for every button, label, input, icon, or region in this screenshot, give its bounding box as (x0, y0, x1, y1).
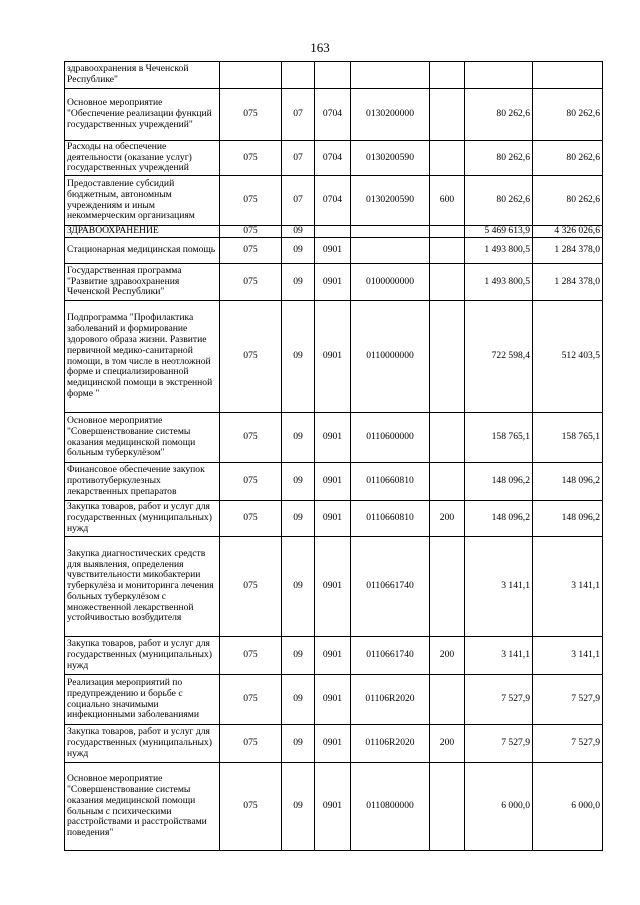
row-name: здравоохранения в Чеченской Республике" (65, 62, 220, 89)
row-target-article (351, 238, 430, 264)
row-subsection-code: 0901 (315, 675, 351, 725)
table-row (65, 763, 603, 851)
table-row (65, 176, 603, 226)
row-subsection-code: 0901 (315, 725, 351, 763)
table-row (65, 89, 603, 141)
row-amount-1: 80 262,6 (465, 89, 533, 141)
row-expense-type (430, 413, 465, 463)
row-section-code (282, 62, 315, 89)
table-row (65, 725, 603, 763)
row-section-code: 09 (282, 301, 315, 413)
row-section-code: 09 (282, 675, 315, 725)
row-target-article: 0130200000 (351, 89, 430, 141)
row-name: Стационарная медицинская помощь (65, 238, 220, 264)
row-amount-1: 3 141,1 (465, 537, 533, 637)
row-expense-type (430, 301, 465, 413)
row-grbs-code: 075 (220, 238, 282, 264)
row-grbs-code: 075 (220, 301, 282, 413)
row-section-code: 09 (282, 501, 315, 537)
row-grbs-code: 075 (220, 89, 282, 141)
row-subsection-code: 0704 (315, 89, 351, 141)
row-grbs-code: 075 (220, 463, 282, 501)
row-section-code: 09 (282, 238, 315, 264)
row-amount-1: 80 262,6 (465, 176, 533, 226)
row-expense-type (430, 238, 465, 264)
row-subsection-code: 0901 (315, 463, 351, 501)
row-name: Закупка диагностических средств для выявления, определения чувствительности микобактерии туберкулёза и мониторинга лечения больных туберкулёзом с множественной лекарственной устойчивостью возбудителя (65, 537, 220, 637)
row-name: Основное мероприятие "Совершенствование системы оказания медицинской помощи больным с психическими расстройствами и расстройствами поведения" (65, 763, 220, 851)
page-number: 163 (310, 40, 330, 55)
row-target-article: 0110660810 (351, 501, 430, 537)
row-amount-2: 148 096,2 (533, 463, 603, 501)
row-grbs-code (220, 62, 282, 89)
row-amount-2: 512 403,5 (533, 301, 603, 413)
row-amount-1: 3 141,1 (465, 637, 533, 675)
row-name: Основное мероприятие "Совершенствование системы оказания медицинской помощи больным туберкулёзом" (65, 413, 220, 463)
row-expense-type: 200 (430, 501, 465, 537)
row-grbs-code: 075 (220, 226, 282, 238)
row-target-article: 0110661740 (351, 637, 430, 675)
row-expense-type (430, 763, 465, 851)
row-subsection-code: 0901 (315, 763, 351, 851)
row-target-article (351, 62, 430, 89)
row-subsection-code: 0901 (315, 637, 351, 675)
row-section-code: 07 (282, 89, 315, 141)
table-row (65, 238, 603, 264)
row-grbs-code: 075 (220, 141, 282, 176)
row-target-article: 0110661740 (351, 537, 430, 637)
row-name: Основное мероприятие "Обеспечение реализации функций государственных учреждений" (65, 89, 220, 141)
table-row (65, 62, 603, 89)
row-amount-2: 3 141,1 (533, 537, 603, 637)
row-section-code: 09 (282, 264, 315, 301)
table-row (65, 141, 603, 176)
row-target-article: 0130200590 (351, 176, 430, 226)
table-row (65, 301, 603, 413)
row-amount-1: 80 262,6 (465, 141, 533, 176)
row-expense-type (430, 226, 465, 238)
row-amount-2: 158 765,1 (533, 413, 603, 463)
row-section-code: 09 (282, 463, 315, 501)
row-name: Расходы на обеспечение деятельности (оказание услуг) государственных учреждений (65, 141, 220, 176)
row-name: Реализация мероприятий по предупреждению и борьбе с социально значимыми инфекционными заболеваниями (65, 675, 220, 725)
row-amount-1: 148 096,2 (465, 501, 533, 537)
row-amount-1: 158 765,1 (465, 413, 533, 463)
row-amount-2 (533, 62, 603, 89)
row-amount-2: 148 096,2 (533, 501, 603, 537)
row-amount-1: 6 000,0 (465, 763, 533, 851)
row-amount-1 (465, 62, 533, 89)
row-section-code: 09 (282, 413, 315, 463)
row-section-code: 09 (282, 725, 315, 763)
row-expense-type: 600 (430, 176, 465, 226)
table-row (65, 413, 603, 463)
table-row (65, 226, 603, 238)
row-subsection-code: 0901 (315, 537, 351, 637)
row-amount-1: 1 493 800,5 (465, 238, 533, 264)
row-amount-2: 7 527,9 (533, 725, 603, 763)
row-name: Закупка товаров, работ и услуг для государственных (муниципальных) нужд (65, 501, 220, 537)
row-amount-1: 7 527,9 (465, 725, 533, 763)
row-grbs-code: 075 (220, 675, 282, 725)
row-expense-type: 200 (430, 637, 465, 675)
row-amount-2: 1 284 378,0 (533, 238, 603, 264)
row-target-article: 01106R2020 (351, 725, 430, 763)
row-grbs-code: 075 (220, 725, 282, 763)
row-name: ЗДРАВООХРАНЕНИЕ (65, 226, 220, 238)
row-grbs-code: 075 (220, 763, 282, 851)
row-amount-2: 1 284 378,0 (533, 264, 603, 301)
row-subsection-code (315, 62, 351, 89)
budget-table (64, 61, 603, 851)
row-target-article: 0110800000 (351, 763, 430, 851)
row-subsection-code: 0901 (315, 238, 351, 264)
row-grbs-code: 075 (220, 537, 282, 637)
row-target-article: 0110000000 (351, 301, 430, 413)
row-amount-1: 5 469 613,9 (465, 226, 533, 238)
row-amount-1: 722 598,4 (465, 301, 533, 413)
row-amount-2: 3 141,1 (533, 637, 603, 675)
row-name: Закупка товаров, работ и услуг для государственных (муниципальных) нужд (65, 725, 220, 763)
row-subsection-code: 0901 (315, 501, 351, 537)
row-grbs-code: 075 (220, 501, 282, 537)
row-amount-2: 80 262,6 (533, 89, 603, 141)
row-name: Подпрограмма "Профилактика заболеваний и формирование здорового образа жизни. Развитие первичной медико-санитарной помощи, в том числе в неотложной форме и специализированной медицинской помощи в экстренной форме " (65, 301, 220, 413)
row-section-code: 09 (282, 537, 315, 637)
row-expense-type (430, 62, 465, 89)
row-target-article: 0110660810 (351, 463, 430, 501)
row-subsection-code: 0901 (315, 413, 351, 463)
row-expense-type (430, 537, 465, 637)
table-row (65, 264, 603, 301)
row-amount-1: 148 096,2 (465, 463, 533, 501)
row-subsection-code: 0901 (315, 301, 351, 413)
row-amount-2: 80 262,6 (533, 176, 603, 226)
row-target-article: 0100000000 (351, 264, 430, 301)
row-expense-type (430, 141, 465, 176)
row-expense-type (430, 463, 465, 501)
table-row (65, 501, 603, 537)
row-expense-type (430, 89, 465, 141)
table-row (65, 463, 603, 501)
row-amount-1: 1 493 800,5 (465, 264, 533, 301)
table-row (65, 675, 603, 725)
row-section-code: 07 (282, 176, 315, 226)
row-grbs-code: 075 (220, 176, 282, 226)
row-expense-type: 200 (430, 725, 465, 763)
row-expense-type (430, 264, 465, 301)
row-subsection-code: 0901 (315, 264, 351, 301)
row-section-code: 09 (282, 763, 315, 851)
row-name: Предоставление субсидий бюджетным, автономным учреждениям и иным некоммерческим организациям (65, 176, 220, 226)
row-subsection-code: 0704 (315, 176, 351, 226)
row-amount-2: 7 527,9 (533, 675, 603, 725)
table-row (65, 637, 603, 675)
row-amount-1: 7 527,9 (465, 675, 533, 725)
row-target-article: 01106R2020 (351, 675, 430, 725)
row-grbs-code: 075 (220, 413, 282, 463)
row-name: Закупка товаров, работ и услуг для государственных (муниципальных) нужд (65, 637, 220, 675)
row-expense-type (430, 675, 465, 725)
row-amount-2: 6 000,0 (533, 763, 603, 851)
row-grbs-code: 075 (220, 264, 282, 301)
row-subsection-code (315, 226, 351, 238)
row-name: Финансовое обеспечение закупок противотуберкулезных лекарственных препаратов (65, 463, 220, 501)
table-row (65, 537, 603, 637)
row-target-article: 0110600000 (351, 413, 430, 463)
row-section-code: 09 (282, 226, 315, 238)
row-amount-2: 80 262,6 (533, 141, 603, 176)
row-name: Государственная программа "Развитие здравоохранения Чеченской Республики" (65, 264, 220, 301)
row-target-article: 0130200590 (351, 141, 430, 176)
row-target-article (351, 226, 430, 238)
row-section-code: 07 (282, 141, 315, 176)
row-subsection-code: 0704 (315, 141, 351, 176)
row-amount-2: 4 326 026,6 (533, 226, 603, 238)
row-section-code: 09 (282, 637, 315, 675)
row-grbs-code: 075 (220, 637, 282, 675)
